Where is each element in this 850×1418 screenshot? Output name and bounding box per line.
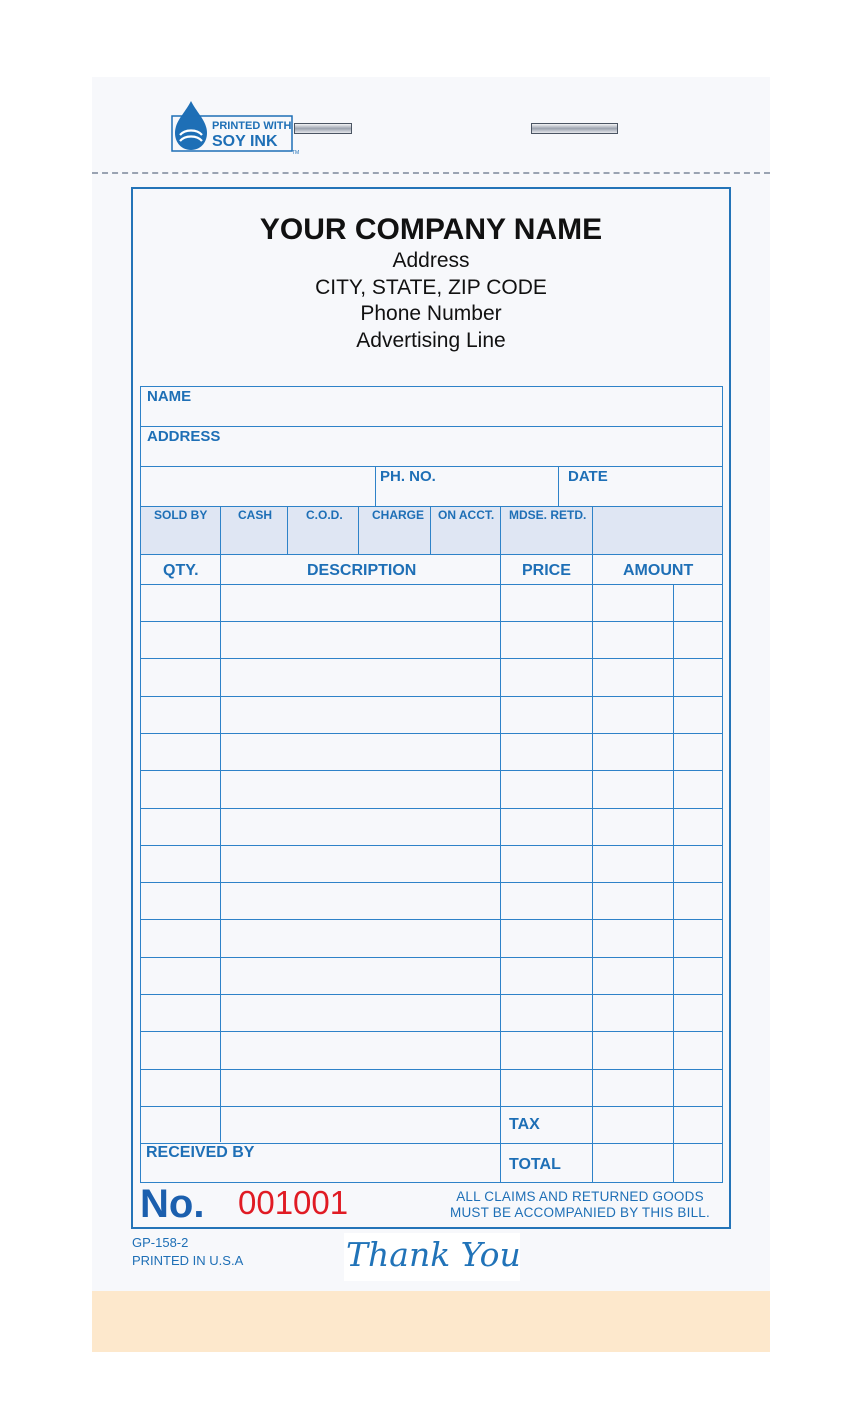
merchandise-returned-label: MDSE. RETD. [509,508,587,522]
grid-line [287,506,288,554]
company-address: Address [392,249,470,272]
item-row-line [140,808,723,809]
received-by-label: RECEIVED BY [146,1144,255,1161]
item-row-line [140,957,723,958]
grid-line [140,466,723,467]
company-city: CITY, STATE, ZIP CODE [315,276,547,299]
item-row-line [140,696,723,697]
company-advertising: Advertising Line [356,329,506,352]
grid-line [375,466,376,506]
carbon-stub [92,1291,770,1352]
logo-line2: SOY INK [212,133,278,150]
qty-header: QTY. [163,562,199,579]
description-header: DESCRIPTION [307,562,417,579]
grid-line [592,554,593,1183]
thank-you-text: Thank You [346,1235,521,1274]
grid-line [500,506,501,554]
grid-line [220,554,221,1142]
invoice-number: 001001 [238,1184,349,1221]
item-row-line [140,770,723,771]
logo-tm: TM [292,150,300,155]
grid-line [558,466,559,506]
date-label: DATE [568,468,608,485]
form-code: GP-158-2 [132,1235,189,1250]
soy-ink-logo [171,99,301,155]
binding-slot [531,123,618,134]
tax-label: TAX [509,1116,540,1133]
cod-label: C.O.D. [306,508,343,522]
grid-line [140,426,723,427]
item-row-line [140,1031,723,1032]
binding-slot [294,123,352,134]
grid-line [358,506,359,554]
logo-line1: PRINTED WITH [212,120,292,132]
item-row-line [140,994,723,995]
price-header: PRICE [522,562,571,579]
item-row-line [140,621,723,622]
item-row-line [140,1106,723,1107]
grid-line [220,506,221,554]
item-row-line [140,845,723,846]
cash-label: CASH [238,508,273,522]
invoice-number-label: No. [140,1182,205,1226]
grid-line [140,506,723,507]
perforation-line [92,172,770,174]
printed-in-usa: PRINTED IN U.S.A [132,1253,244,1268]
grid-line [500,554,501,1183]
item-row-line [140,882,723,883]
company-name: YOUR COMPANY NAME [259,213,603,246]
phone-label: PH. NO. [380,468,436,485]
thank-you-script [344,1233,520,1281]
item-row-line [140,733,723,734]
grid-line [140,554,723,555]
grid-line [592,506,593,554]
grid-line [430,506,431,554]
claims-line2: MUST BE ACCOMPANIED BY THIS BILL. [450,1205,710,1220]
company-phone: Phone Number [360,302,502,325]
item-row-line [140,919,723,920]
sold-by-label: SOLD BY [154,508,208,522]
on-account-label: ON ACCT. [438,508,495,522]
grid-line [673,584,674,1183]
item-row-line [140,1069,723,1070]
amount-header: AMOUNT [623,562,694,579]
address-label: ADDRESS [147,428,221,445]
charge-label: CHARGE [372,508,425,522]
total-label: TOTAL [509,1156,561,1173]
grid-line [140,584,723,585]
item-row-line [140,658,723,659]
name-label: NAME [147,388,192,405]
claims-line1: ALL CLAIMS AND RETURNED GOODS [456,1189,704,1204]
